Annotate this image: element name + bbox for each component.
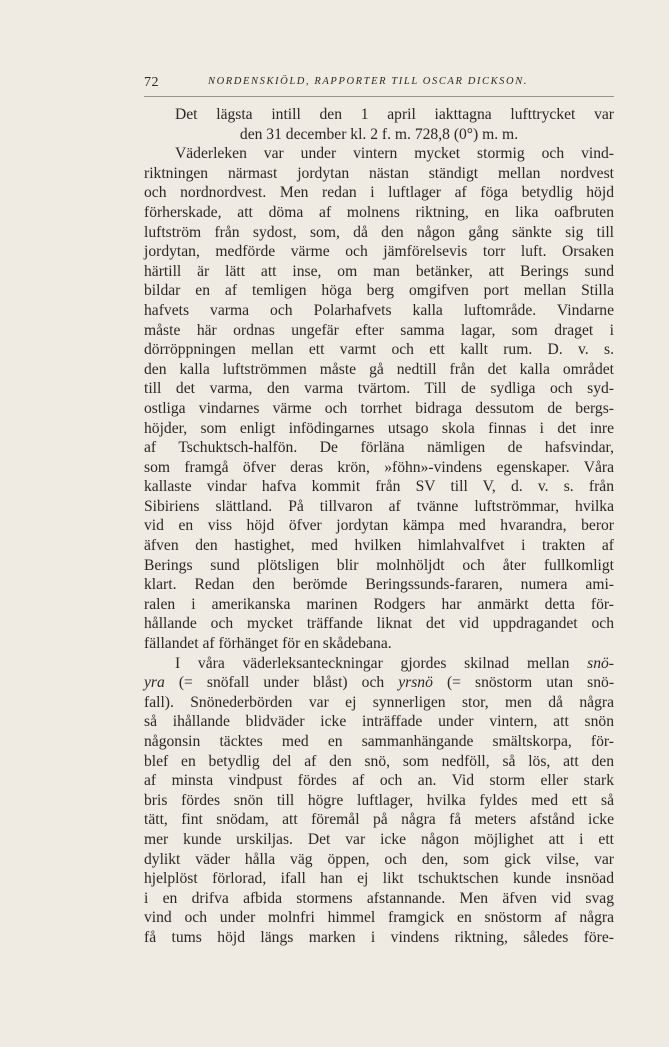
text-line: Det lägsta intill den 1 april iakttagna lufttrycket var [175, 106, 614, 123]
text-line: Berings sund plötsligen blir molnhöljdt och åter fullkomligt [144, 556, 614, 574]
text-line: som framgå öfver deras krön, »föhn»-vindens egenskaper. Våra [144, 458, 614, 476]
text-line: till det varma, den varma tvärtom. Till de sydliga och syd- [144, 380, 614, 398]
text-line: vid en viss höjd öfver jordytan kämpa med hvarandra, beror [144, 517, 614, 535]
text-line: yra (= snöfall under blåst) och yrsnö (= snöstorm utan snö- [144, 674, 615, 692]
text-line: Väderleken var under vintern mycket stormig och vind- [175, 145, 614, 163]
text-line: äfven den hastighet, med hvilken himlahvalfvet i trakten af [144, 537, 614, 555]
body-text [144, 105, 614, 948]
text-line: luftström från sydost, som, då den någon gång sänkte sig till [144, 223, 614, 241]
text-line: I våra väderleksanteckningar gjordes skilnad mellan snö- [175, 654, 614, 672]
text-line: vind och under molnfri himmel framgick en snöstorm af några [144, 909, 614, 927]
text-line: få tums höjd längs marken i vindens riktning, således före- [144, 928, 614, 946]
text-line: förherskade, att döma af molnens riktning, en lika oafbruten [144, 203, 614, 221]
page-number: 72 [144, 75, 159, 90]
text-line: i en drifva afbida stormens afstannande. Men äfven vid svag [144, 889, 614, 907]
text-line: mer kunde urskiljas. Det var icke någon möjlighet att i ett [144, 830, 614, 848]
text-line: dylikt väder hålla väg öppen, och den, som gick vilse, var [144, 850, 614, 868]
running-head: NORDENSKIÖLD, RAPPORTER TILL OSCAR DICKSON. [208, 76, 529, 87]
text-line: fall). Snönederbörden var ej synnerligen stor, men då några [144, 693, 614, 711]
text-line: så ihållande blidväder icke inträffade under vintern, att snön [144, 713, 614, 731]
text-line: ostliga vindarnes värme och torrhet bidraga dessutom de bergs- [144, 399, 614, 417]
text-line: hållande och mycket träffande liknat det vid uppdragandet och [144, 615, 614, 633]
text-line: den 31 december kl. 2 f. m. 728,8 (0°) m. m. [239, 125, 519, 143]
text-line: riktningen närmast jordytan nästan ständigt mellan nordvest [144, 164, 614, 182]
text-line: Sibiriens slättland. På tillvaron af tvänne luftströmmar, hvilka [144, 497, 614, 515]
text-line: hafvets varma och Polarhafvets kalla luftområde. Vindarne [144, 301, 614, 319]
text-line: och nordnordvest. Men redan i luftlager af föga betydlig höjd [144, 184, 614, 202]
text-line: blef en betydlig del af den snö, som nedföll, så lös, att den [144, 752, 614, 770]
text-line: någonsin täcktes med en sammanhängande smältskorpa, för- [144, 733, 614, 750]
page-header [144, 75, 614, 93]
text-line: bris fördes snön till högre luftlager, hvilka fyldes med ett så [144, 791, 614, 809]
text-line: bildar en af temligen höga berg omgifven port mellan Stilla [144, 282, 614, 300]
text-line: af minsta vindpust fördes af och an. Vid storm eller stark [144, 772, 614, 790]
text-line: måste här ordnas ungefär efter samma lagar, som draget i [144, 321, 614, 339]
text-line: klart. Redan den berömde Beringssunds-fararen, numera ami- [144, 576, 614, 594]
text-line: härtill är lätt att inse, om man betänker, att Berings sund [144, 262, 614, 280]
text-line: tätt, fint snödam, att föremål på några få meters afstånd icke [144, 811, 614, 829]
text-line: höjder, som enligt infödingarnes utsago skola finnas i det inre [144, 419, 614, 437]
text-line: kallaste vindar hafva kommit från SV till V, d. v. s. från [144, 478, 614, 496]
text-line: jordytan, medförde värme och jämförelsevis torr luft. Orsaken [144, 243, 614, 261]
text-line: fällandet af förhänget för en skådebana. [144, 635, 392, 653]
text-line: af Tschuktsch-halfön. De förläna nämligen de hafsvindar, [144, 439, 614, 457]
text-line: ralen i amerikanska marinen Rodgers har anmärkt detta för- [144, 595, 614, 613]
header-rule [144, 96, 614, 97]
text-line: hjelplöst förlorad, ifall han ej likt tschuktschen kunde insnöad [144, 870, 614, 888]
text-line: den kalla luftströmmen måste gå nedtill från det kalla området [144, 360, 614, 378]
text-line: dörröppningen mellan ett varmt och ett kallt rum. D. v. s. [144, 341, 614, 359]
